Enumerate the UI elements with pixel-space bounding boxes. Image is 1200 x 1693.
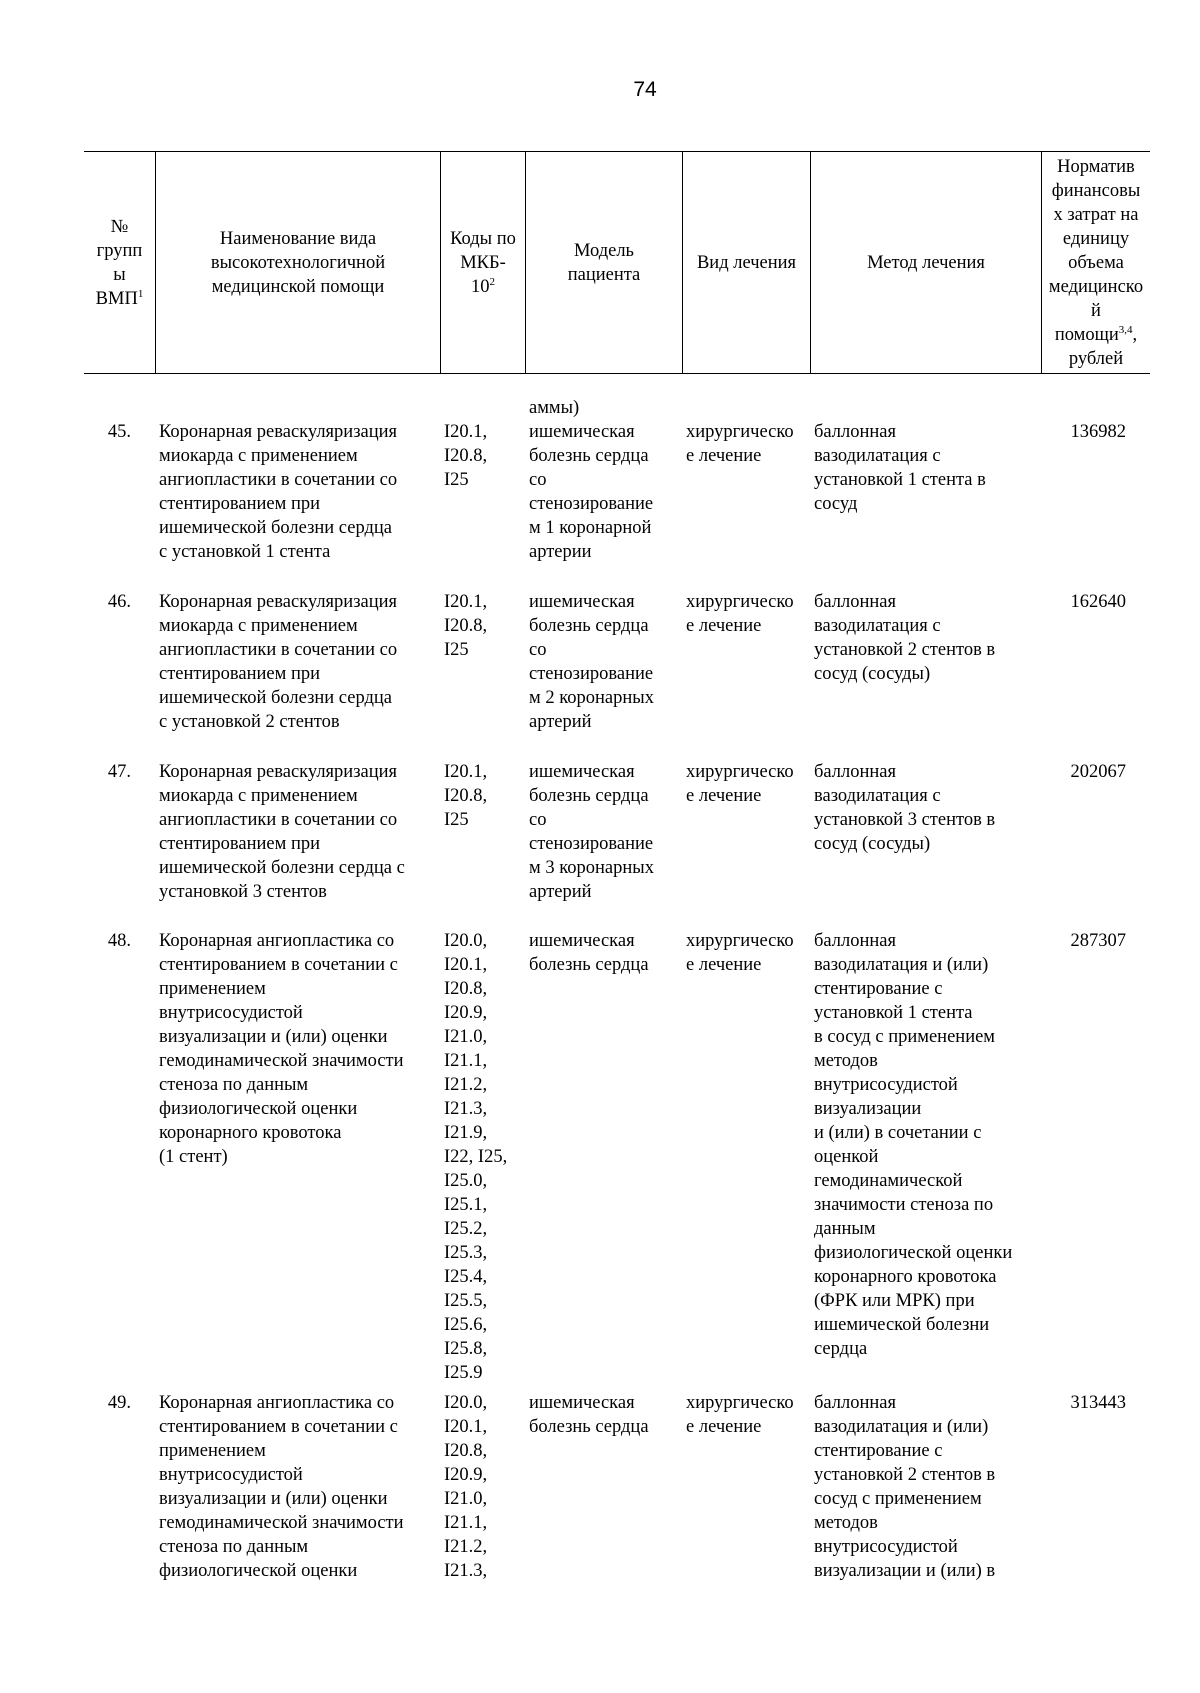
carryover-model-text: аммы) [529, 398, 580, 418]
row-patient-model [529, 1391, 681, 1439]
row-cost-line: 287307 [1070, 931, 1126, 951]
header-text: ВМП [95, 289, 138, 309]
row-icd-codes-line: I25.8, [444, 1339, 488, 1359]
row-treatment-method-line: сосуд с применением [814, 1489, 982, 1509]
header-top-rule [84, 151, 1150, 152]
row-treatment-method-line: и (или) в сочетании с [814, 1123, 982, 1143]
header-line: Модель [573, 241, 634, 261]
row-treatment-method-line: визуализации и (или) в [814, 1561, 996, 1581]
row-service-name-line: миокарда с применением [159, 616, 358, 636]
header-bottom-rule [84, 373, 1150, 374]
row-service-name-line: стентированием в сочетании с [159, 955, 398, 975]
row-number [84, 590, 131, 614]
row-icd-codes-line: I20.9, [444, 1465, 488, 1485]
row-service-name-line: стеноза по данным [159, 1537, 309, 1557]
row-treatment-type-line: хирургическо [686, 931, 794, 951]
row-service-name-line: стеноза по данным [159, 1075, 309, 1095]
row-number-line: 47. [107, 762, 131, 782]
row-treatment-method-line: (ФРК или МРК) при [814, 1291, 975, 1311]
row-service-name-line: гемодинамической значимости [159, 1513, 404, 1533]
row-icd-codes-line: I21.2, [444, 1075, 488, 1095]
row-treatment-method-line: физиологической оценки [814, 1243, 1013, 1263]
row-icd-codes-line: I20.8, [444, 616, 488, 636]
row-icd-codes-line: I25 [444, 640, 469, 660]
row-service-name-line: стентированием при [159, 494, 320, 514]
row-treatment-method-line: значимости стеноза по [814, 1195, 994, 1215]
row-patient-model-line: м 3 коронарных [529, 858, 654, 878]
row-treatment-type [686, 420, 809, 468]
row-patient-model [529, 929, 681, 977]
row-treatment-method-line: коронарного кровотока [814, 1267, 997, 1287]
row-number [84, 1391, 131, 1415]
row-service-name-line: миокарда с применением [159, 786, 358, 806]
footnote-mark: 1 [137, 287, 144, 300]
header-line: высокотехнологичной [210, 253, 386, 273]
row-cost-line: 313443 [1070, 1393, 1126, 1413]
header-line: й [1091, 301, 1101, 321]
row-patient-model-line: артерий [529, 882, 592, 902]
row-icd-codes-line: I25 [444, 810, 469, 830]
header-line: Норматив [1057, 157, 1135, 177]
row-cost-line: 136982 [1070, 422, 1126, 442]
row-treatment-method [814, 1391, 1040, 1583]
row-treatment-method-line: внутрисосудистой [814, 1537, 958, 1557]
row-treatment-method-line: гемодинамической [814, 1171, 963, 1191]
row-service-name [159, 1391, 439, 1583]
header-patient-model [526, 153, 682, 373]
row-treatment-type-line: е лечение [686, 446, 762, 466]
row-patient-model-line: ишемическая [529, 422, 635, 442]
row-number [84, 929, 131, 953]
row-service-name-line: гемодинамической значимости [159, 1051, 404, 1071]
row-icd-codes-line: I21.1, [444, 1513, 488, 1533]
row-icd-codes-line: I20.1, [444, 422, 488, 442]
row-icd-codes-line: I21.3, [444, 1099, 488, 1119]
row-treatment-type [686, 1391, 809, 1439]
row-icd-codes-line: I25 [444, 470, 469, 490]
row-icd-codes-line: I25.4, [444, 1267, 488, 1287]
row-patient-model-line: ишемическая [529, 592, 635, 612]
header-line: единицу [1062, 229, 1130, 249]
row-patient-model-line: болезнь сердца [529, 786, 649, 806]
row-icd-codes-line: I20.1, [444, 1417, 488, 1437]
row-treatment-method-line: стентирование с [814, 1441, 943, 1461]
row-treatment-type-line: хирургическо [686, 592, 794, 612]
header-text: , [1132, 325, 1138, 345]
header-text: 10 [470, 277, 490, 297]
row-service-name-line: ишемической болезни сердца с [159, 858, 405, 878]
row-patient-model-line: артерий [529, 712, 592, 732]
row-treatment-method-line: визуализации [814, 1099, 922, 1119]
row-patient-model-line: болезнь сердца [529, 1417, 649, 1437]
header-line: Метод лечения [867, 253, 985, 273]
row-number-line: 49. [107, 1393, 131, 1413]
row-icd-codes-line: I21.2, [444, 1537, 488, 1557]
row-service-name [159, 590, 439, 734]
row-treatment-method-line: баллонная [814, 1393, 897, 1413]
row-icd-codes-line: I22, I25, [444, 1147, 508, 1167]
row-service-name-line: миокарда с применением [159, 446, 358, 466]
row-icd-codes-line: I20.1, [444, 592, 488, 612]
row-treatment-method-line: установкой 2 стентов в [814, 640, 996, 660]
row-icd-codes-line: I20.8, [444, 1441, 488, 1461]
row-cost-line: 202067 [1070, 762, 1126, 782]
row-service-name-line: ишемической болезни сердца [159, 688, 392, 708]
row-patient-model-line: артерии [529, 542, 592, 562]
row-treatment-method-line: баллонная [814, 422, 897, 442]
header-treatment-method [811, 153, 1041, 373]
header-line: групп [96, 241, 143, 261]
row-service-name-line: физиологической оценки [159, 1099, 358, 1119]
row-icd-codes [444, 760, 524, 832]
row-icd-codes [444, 1391, 524, 1583]
row-icd-codes-line: I20.1, [444, 955, 488, 975]
header-line [450, 275, 516, 299]
row-service-name [159, 420, 439, 564]
row-number-line: 48. [107, 931, 131, 951]
row-treatment-method-line: вазодилатация и (или) [814, 1417, 989, 1437]
row-treatment-method-line: баллонная [814, 931, 897, 951]
row-treatment-type [686, 929, 809, 977]
row-treatment-method-line: сердца [814, 1339, 868, 1359]
row-treatment-method-line: сосуд (сосуды) [814, 664, 931, 684]
row-service-name-line: физиологической оценки [159, 1561, 358, 1581]
header-line: рублей [1068, 349, 1124, 369]
row-service-name-line: коронарного кровотока [159, 1123, 342, 1143]
row-icd-codes-line: I20.0, [444, 931, 488, 951]
row-icd-codes-line: I25.6, [444, 1315, 488, 1335]
row-cost [1042, 420, 1126, 444]
row-service-name-line: стентированием при [159, 834, 320, 854]
row-treatment-method-line: вазодилатация с [814, 446, 941, 466]
row-treatment-method-line: стентирование с [814, 979, 943, 999]
row-treatment-type-line: хирургическо [686, 1393, 794, 1413]
row-patient-model-line: ишемическая [529, 762, 635, 782]
row-treatment-method-line: вазодилатация с [814, 786, 941, 806]
row-service-name-line: внутрисосудистой [159, 1465, 303, 1485]
row-icd-codes [444, 590, 524, 662]
row-cost [1042, 760, 1126, 784]
row-icd-codes-line: I25.9 [444, 1363, 483, 1383]
page-number: 74 [633, 78, 657, 101]
row-icd-codes-line: I21.9, [444, 1123, 488, 1143]
row-treatment-method-line: сосуд [814, 494, 858, 514]
row-treatment-method-line: вазодилатация и (или) [814, 955, 989, 975]
row-patient-model-line: стенозирование [529, 834, 654, 854]
row-patient-model-line: стенозирование [529, 494, 654, 514]
row-service-name [159, 760, 439, 904]
row-patient-model-line: м 1 коронарной [529, 518, 652, 538]
row-number [84, 420, 131, 444]
row-number [84, 760, 131, 784]
row-service-name-line: установкой 3 стентов [159, 882, 327, 902]
header-line: пациента [567, 265, 641, 285]
row-patient-model-line: стенозирование [529, 664, 654, 684]
row-cost-line: 162640 [1070, 592, 1126, 612]
row-cost [1042, 590, 1126, 614]
row-treatment-type-line: е лечение [686, 955, 762, 975]
row-patient-model-line: болезнь сердца [529, 955, 649, 975]
row-treatment-method-line: установкой 2 стентов в [814, 1465, 996, 1485]
header-text: помощи [1054, 325, 1119, 345]
header-line: Наименование вида [219, 229, 377, 249]
row-icd-codes-line: I20.8, [444, 979, 488, 999]
row-icd-codes-line: I21.0, [444, 1027, 488, 1047]
row-service-name-line: Коронарная ангиопластика со [159, 931, 395, 951]
row-treatment-type-line: е лечение [686, 1417, 762, 1437]
row-service-name-line: визуализации и (или) оценки [159, 1027, 388, 1047]
row-treatment-method-line: вазодилатация с [814, 616, 941, 636]
row-patient-model-line: ишемическая [529, 1393, 635, 1413]
row-service-name-line: с установкой 2 стентов [159, 712, 340, 732]
header-group-number [84, 153, 155, 373]
row-service-name-line: ангиопластики в сочетании со [159, 470, 398, 490]
row-service-name-line: (1 стент) [159, 1147, 228, 1167]
row-treatment-method-line: внутрисосудистой [814, 1075, 958, 1095]
row-patient-model-line: м 2 коронарных [529, 688, 654, 708]
row-icd-codes-line: I25.3, [444, 1243, 488, 1263]
row-service-name-line: ишемической болезни сердца [159, 518, 392, 538]
row-service-name-line: стентированием в сочетании с [159, 1417, 398, 1437]
header-line: объема [1068, 253, 1124, 273]
row-treatment-method-line: баллонная [814, 762, 897, 782]
row-icd-codes-line: I25.2, [444, 1219, 488, 1239]
footnote-mark: 3,4 [1118, 323, 1133, 336]
row-treatment-method-line: методов [814, 1513, 878, 1533]
row-treatment-type-line: хирургическо [686, 422, 794, 442]
row-icd-codes-line: I21.3, [444, 1561, 488, 1581]
header-line: х затрат на [1053, 205, 1139, 225]
header-line: финансовы [1051, 181, 1141, 201]
row-service-name-line: применением [159, 1441, 266, 1461]
row-treatment-method-line: установкой 1 стента в [814, 470, 986, 490]
row-treatment-method-line: установкой 3 стентов в [814, 810, 996, 830]
row-icd-codes-line: I25.0, [444, 1171, 488, 1191]
row-service-name-line: Коронарная реваскуляризация [159, 592, 398, 612]
row-treatment-method-line: методов [814, 1051, 878, 1071]
row-icd-codes-line: I20.0, [444, 1393, 488, 1413]
header-line [96, 287, 144, 311]
row-treatment-method-line: сосуд (сосуды) [814, 834, 931, 854]
header-line: № [110, 217, 129, 237]
row-cost [1042, 1391, 1126, 1415]
row-icd-codes-line: I21.0, [444, 1489, 488, 1509]
row-treatment-method-line: баллонная [814, 592, 897, 612]
row-service-name-line: стентированием при [159, 664, 320, 684]
row-treatment-type [686, 760, 809, 808]
header-line [1049, 323, 1143, 347]
row-patient-model [529, 760, 681, 904]
row-treatment-method [814, 929, 1040, 1361]
row-service-name-line: ангиопластики в сочетании со [159, 640, 398, 660]
header-treatment-type [683, 153, 810, 373]
row-patient-model-line: со [529, 810, 547, 830]
row-treatment-type [686, 590, 809, 638]
row-service-name-line: визуализации и (или) оценки [159, 1489, 388, 1509]
row-service-name-line: применением [159, 979, 266, 999]
row-patient-model [529, 590, 681, 734]
row-icd-codes-line: I25.5, [444, 1291, 488, 1311]
row-icd-codes [444, 420, 524, 492]
footnote-mark: 2 [489, 275, 495, 288]
row-treatment-method [814, 760, 1040, 856]
header-line: ы [113, 265, 126, 285]
row-service-name-line: с установкой 1 стента [159, 542, 331, 562]
row-patient-model [529, 420, 681, 564]
row-patient-model-line: со [529, 640, 547, 660]
header-line: медицинской помощи [211, 277, 385, 297]
row-treatment-method-line: ишемической болезни [814, 1315, 990, 1335]
row-service-name [159, 929, 439, 1169]
row-service-name-line: Коронарная реваскуляризация [159, 422, 398, 442]
row-treatment-method [814, 590, 1040, 686]
row-patient-model-line: ишемическая [529, 931, 635, 951]
row-number-line: 46. [107, 592, 131, 612]
row-icd-codes-line: I21.1, [444, 1051, 488, 1071]
row-number-line: 45. [107, 422, 131, 442]
header-cost-norm [1042, 153, 1150, 373]
row-icd-codes-line: I25.1, [444, 1195, 488, 1215]
header-line: Коды по [450, 229, 516, 249]
row-service-name-line: ангиопластики в сочетании со [159, 810, 398, 830]
row-service-name-line: Коронарная ангиопластика со [159, 1393, 395, 1413]
row-treatment-method-line: в сосуд с применением [814, 1027, 996, 1047]
header-line: Вид лечения [696, 253, 797, 273]
row-patient-model-line: со [529, 470, 547, 490]
row-cost [1042, 929, 1126, 953]
row-icd-codes-line: I20.9, [444, 1003, 488, 1023]
row-treatment-type-line: хирургическо [686, 762, 794, 782]
header-line: медицинско [1048, 277, 1144, 297]
row-service-name-line: внутрисосудистой [159, 1003, 303, 1023]
row-icd-codes [444, 929, 524, 1385]
row-patient-model-line: болезнь сердца [529, 616, 649, 636]
row-patient-model-line: болезнь сердца [529, 446, 649, 466]
row-treatment-type-line: е лечение [686, 616, 762, 636]
row-service-name-line: Коронарная реваскуляризация [159, 762, 398, 782]
header-icd-codes [441, 153, 525, 373]
row-icd-codes-line: I20.8, [444, 446, 488, 466]
row-treatment-method [814, 420, 1040, 516]
header-line: МКБ- [460, 253, 506, 273]
row-treatment-type-line: е лечение [686, 786, 762, 806]
row-treatment-method-line: данным [814, 1219, 876, 1239]
row-icd-codes-line: I20.1, [444, 762, 488, 782]
row-treatment-method-line: оценкой [814, 1147, 879, 1167]
row-icd-codes-line: I20.8, [444, 786, 488, 806]
row-treatment-method-line: установкой 1 стента [814, 1003, 973, 1023]
header-service-name [156, 153, 440, 373]
